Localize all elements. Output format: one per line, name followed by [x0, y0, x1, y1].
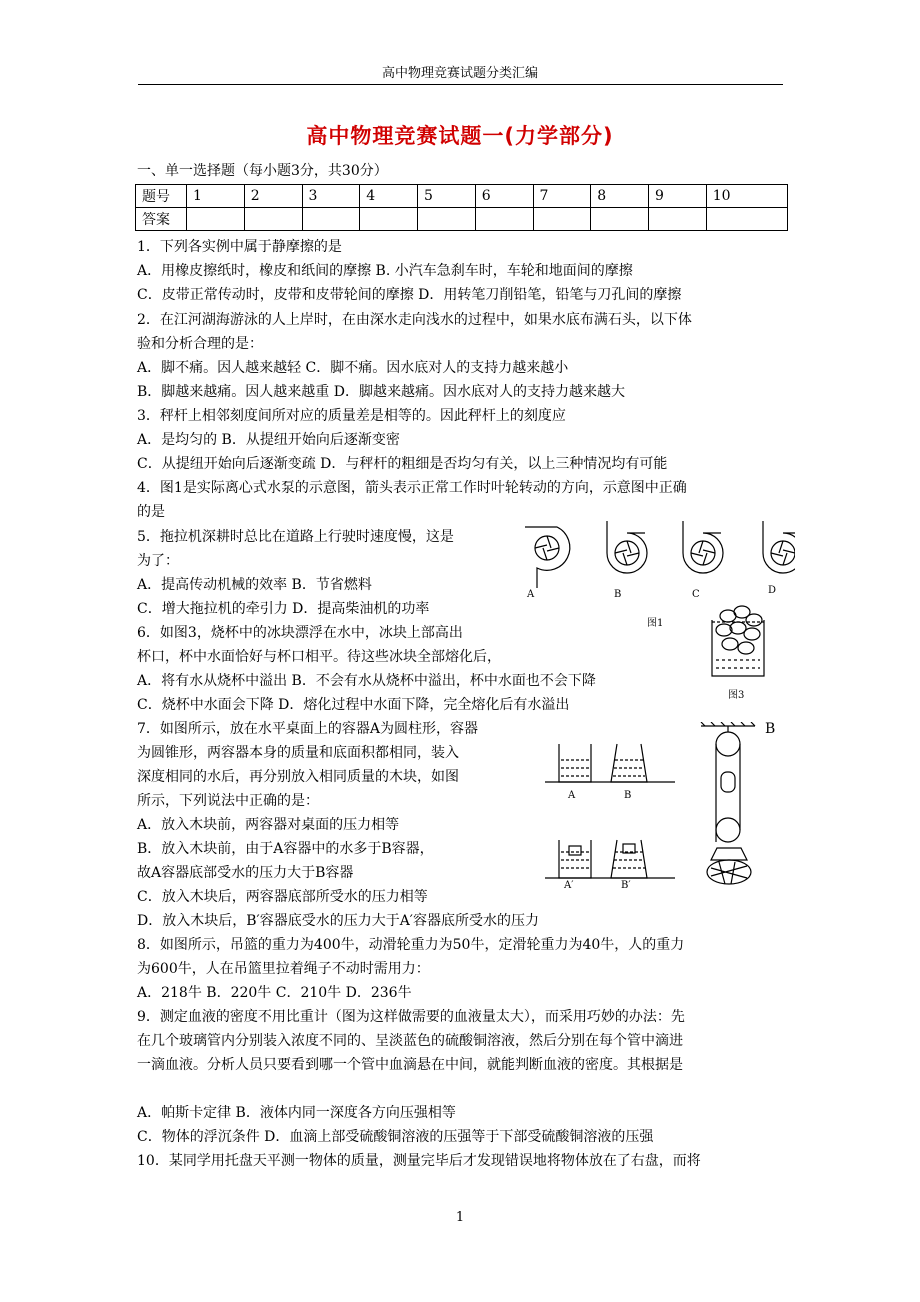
question-line: B．脚越来越痛。因人越来越重 D．脚越来越痛。因水底对人的支持力越来越大 — [137, 384, 625, 400]
basket-top — [711, 848, 747, 860]
header-rule — [138, 84, 783, 85]
number-cell: 8 — [591, 185, 649, 208]
question-line: 深度相同的水后，再分别放入相同质量的木块，如图 — [137, 769, 459, 785]
number-cell: 5 — [418, 185, 476, 208]
question-line: 8．如图所示，吊篮的重力为400牛，动滑轮重力为50牛，定滑轮重力为40牛，人的重力 — [137, 937, 685, 953]
containers-figure — [545, 740, 675, 792]
number-cell: 2 — [244, 185, 302, 208]
number-cell: 4 — [360, 185, 418, 208]
question-line: A．脚不痛。因人越来越轻 C．脚不痛。因水底对人的支持力越来越小 — [137, 360, 569, 376]
container-b-prime — [611, 840, 647, 878]
row-label-answer: 答案 — [136, 208, 187, 231]
answer-cell[interactable] — [187, 208, 245, 231]
question-line: C．放入木块后，两容器底部所受水的压力相等 — [137, 889, 428, 905]
impeller — [535, 536, 559, 560]
answer-table — [135, 184, 788, 231]
question-line: C．增大拖拉机的牵引力 D．提高柴油机的功率 — [137, 601, 430, 617]
wood-block — [569, 846, 581, 855]
container-label-a-prime: A′ — [564, 880, 574, 891]
question-line: 所示，下列说法中正确的是： — [137, 793, 319, 809]
question-line: A．用橡皮擦纸时，橡皮和纸间的摩擦 B. 小汽车急刹车时，车轮和地面间的摩擦 — [137, 263, 633, 279]
answer-cell[interactable] — [302, 208, 360, 231]
table-row — [136, 185, 788, 208]
pump-housing — [763, 521, 795, 573]
question-line: A．放入木块前，两容器对桌面的压力相等 — [137, 817, 400, 833]
question-line: 1．下列各实例中属于静摩擦的是 — [137, 239, 342, 255]
question-line: 10．某同学用托盘天平测一物体的质量，测量完毕后才发现错误地将物体放在了右盘，而将 — [137, 1153, 701, 1169]
question-line: C．物体的浮沉条件 D．血滴上部受硫酸铜溶液的压强等于下部受硫酸铜溶液的压强 — [137, 1129, 654, 1145]
question-line: C．从提纽开始向后逐渐变疏 D．与秤杆的粗细是否均匀有关，以上三种情况均有可能 — [137, 456, 668, 472]
question-line: 故A容器底部受水的压力大于B容器 — [137, 865, 354, 881]
question-line: 4．图1是实际离心式水泵的示意图，箭头表示正常工作时叶轮转动的方向，示意图中正确 — [137, 480, 687, 496]
question-line: A．帕斯卡定律 B．液体内同一深度各方向压强相等 — [137, 1105, 456, 1121]
question-line: 验和分析合理的是： — [137, 336, 263, 352]
table-row — [136, 208, 788, 231]
question-line: 为600牛，人在吊篮里拉着绳子不动时需用力： — [137, 961, 430, 977]
movable-pulley — [716, 818, 740, 842]
answer-cell[interactable] — [418, 208, 476, 231]
question-line: D．放入木块后，B′容器底受水的压力大于A′容器底所受水的压力 — [137, 913, 539, 929]
containers-block-figure — [545, 836, 675, 882]
number-cell: 9 — [649, 185, 707, 208]
question-line: 的是 — [137, 504, 165, 520]
container-label-a: A — [568, 790, 576, 801]
fixed-pulley — [716, 732, 740, 756]
pump-label-c: C — [692, 589, 700, 600]
question-line: 杯口，杯中水面恰好与杯口相平。待这些冰块全部熔化后， — [137, 649, 501, 665]
number-cell: 10 — [706, 185, 787, 208]
pump-label-d: D — [768, 585, 777, 596]
question-line: 9．测定血液的密度不用比重计（图为这样做需要的血液量太大），而采用巧妙的办法：先 — [137, 1009, 685, 1025]
question-line: C．皮带正常传动时，皮带和皮带轮间的摩擦 D．用转笔刀削铅笔，铅笔与刀孔间的摩擦 — [137, 287, 682, 303]
number-cell: 1 — [187, 185, 245, 208]
answer-cell[interactable] — [244, 208, 302, 231]
container-label-b: B — [624, 790, 632, 801]
pulley-figure — [695, 722, 767, 890]
question-line: A．将有水从烧杯中溢出 B．不会有水从烧杯中溢出，杯中水面也不会下降 — [137, 673, 596, 689]
pump-label-a: A — [527, 589, 535, 600]
answer-cell[interactable] — [533, 208, 591, 231]
page-number: 1 — [455, 1210, 465, 1225]
figure-1-caption: 图1 — [647, 618, 664, 629]
person — [721, 772, 735, 792]
answer-cell[interactable] — [360, 208, 418, 231]
answer-cell[interactable] — [591, 208, 649, 231]
question-line: 一滴血液。分析人员只要看到哪一个管中血滴悬在中间，就能判断血液的密度。其根据是 — [137, 1057, 683, 1073]
number-cell: 3 — [302, 185, 360, 208]
question-line: 3．秤杆上相邻刻度间所对应的质量差是相等的。因此秤杆上的刻度应 — [137, 408, 566, 424]
question-line: A．提高传动机械的效率 B．节省燃料 — [137, 577, 372, 593]
question-line: 6．如图3，烧杯中的冰块漂浮在水中，冰块上部高出 — [137, 625, 463, 641]
question-line: 为了： — [137, 553, 179, 569]
container-label-b-prime: B′ — [621, 880, 631, 891]
figure-3-caption: 图3 — [728, 690, 745, 701]
pump-label-b: B — [614, 589, 622, 600]
impeller — [771, 541, 795, 565]
section-heading: 一、单一选择题（每小题3分，共30分） — [137, 163, 388, 179]
question-line: B．放入木块前，由于A容器中的水多于B容器， — [137, 841, 434, 857]
question-line: 2．在江河湖海游泳的人上岸时，在由深水走向浅水的过程中，如果水底布满石头，以下体 — [137, 312, 692, 328]
question-line: 7．如图所示，放在水平桌面上的容器A为圆柱形，容器 — [137, 721, 479, 737]
impeller — [615, 541, 639, 565]
answer-cell[interactable] — [706, 208, 787, 231]
question-line: 在几个玻璃管内分别装入浓度不同的、呈淡蓝色的硫酸铜溶液，然后分别在每个管中滴进 — [137, 1033, 683, 1049]
number-cell: 7 — [533, 185, 591, 208]
number-cell: 6 — [475, 185, 533, 208]
answer-cell[interactable] — [475, 208, 533, 231]
question-line: 5．拖拉机深耕时总比在道路上行驶时速度慢，这是 — [137, 529, 454, 545]
wood-block — [623, 844, 635, 853]
row-label-number: 题号 — [136, 185, 187, 208]
answer-cell[interactable] — [649, 208, 707, 231]
question-line: C．烧杯中水面会下降 D．熔化过程中水面下降，完全熔化后有水溢出 — [137, 697, 570, 713]
basket — [707, 860, 751, 884]
question-line: 为圆锥形，两容器本身的质量和底面积都相同，装入 — [137, 745, 459, 761]
running-header: 高中物理竞赛试题分类汇编 — [381, 66, 538, 81]
pulley-label-b: B — [765, 721, 776, 737]
question-line: A．是均匀的 B．从提纽开始向后逐渐变密 — [137, 432, 400, 448]
beaker-figure — [708, 602, 770, 682]
question-line: A．218牛 B．220牛 C．210牛 D．236牛 — [137, 985, 412, 1001]
page-title: 高中物理竞赛试题一(力学部分) — [306, 124, 614, 148]
impeller — [691, 541, 715, 565]
